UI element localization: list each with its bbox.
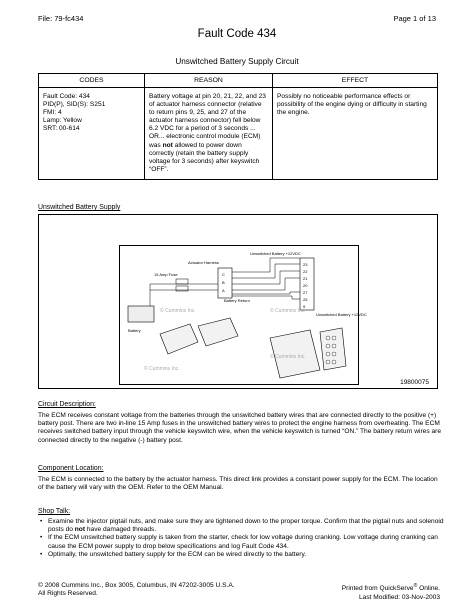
footer-left — [38, 582, 235, 599]
connector-letter-b: B — [222, 280, 225, 285]
list-item — [38, 518, 446, 534]
pin-25: 25 — [303, 297, 308, 302]
connector-illustration — [160, 318, 346, 378]
list-item — [38, 534, 446, 550]
codes-lamp: Lamp: Yellow — [43, 117, 82, 125]
fuse-1 — [176, 279, 188, 284]
unswitched-bottom-label: Unswitched Battery +12VDC — [316, 312, 367, 317]
pin-21: 21 — [303, 276, 308, 281]
battery-return-label: Battery Return — [224, 298, 250, 303]
shop-talk-item-2: If the ECM unswitched battery supply is taken from the starter, check for low voltage during cranking. Low voltage during cranking can cause the ECM power supply to drop below specifications and log Fault Code 434. — [48, 534, 438, 550]
page-label: Page 1 of 13 — [393, 14, 436, 23]
actuator-harness-label: Actuator Harness — [188, 260, 219, 265]
shop-talk-heading: Shop Talk: — [38, 508, 71, 515]
pin-27: 27 — [303, 290, 308, 295]
wiring-diagram — [119, 245, 367, 385]
battery-label: Battery — [128, 328, 141, 333]
shop-talk-item-1: Examine the injector pigtail nuts, and make sure they are tightened down to the proper torque. Confirm that the pigtail nuts and solenoid posts do — [48, 518, 444, 534]
figure-number: 19800075 — [400, 379, 429, 386]
last-modified: Last Modified: 03-Nov-2003 — [358, 593, 440, 601]
circuit-description-text: The ECM receives constant voltage from the batteries through the unswitched battery wires that are connected directly to the positive (+) battery post. There are two in-line 15 Amp fuses in the unswitched battery wires to protect the engine harness from overheating. The ECM receives switched battery input through the vehicle keyswitch wire, when the vehicle keyswitch is turned “ON.” The battery return wires are connected directly to the negative (-) battery post. — [38, 412, 442, 444]
printed-prefix: Printed from QuickServe — [341, 585, 414, 593]
battery-symbol — [128, 306, 154, 322]
footer-right — [342, 582, 440, 602]
printed-suffix: Online. — [417, 585, 440, 593]
watermark-1: © Cummins Inc. — [160, 308, 196, 314]
effect-cell: Possibly no noticeable performance effects or possibility of the engine dying or difficulty in starting the engine. — [273, 88, 438, 180]
reason-cell — [145, 88, 273, 180]
column-header-codes: CODES — [39, 74, 145, 88]
column-header-effect: EFFECT — [273, 74, 438, 88]
circuit-description-heading: Circuit Description: — [38, 401, 96, 408]
diagram-frame — [38, 214, 438, 389]
connector-letter-c: C — [222, 272, 225, 277]
page-header — [38, 14, 436, 23]
shop-talk-item-1-end: have damaged threads. — [85, 526, 157, 534]
pin-20: 20 — [303, 283, 308, 288]
rights-text: All Rights Reserved. — [38, 590, 98, 598]
fuse-label: 15 Amp Fuse — [154, 272, 178, 277]
connector-letter-a: A — [222, 288, 225, 293]
page-title: Fault Code 434 — [197, 28, 277, 40]
codes-fault-code: Fault Code: 434 — [43, 93, 90, 100]
reason-text-2: allowed to power down correctly (retain the battery supply voltage for 3 seconds) after keyswitch “OFF”. — [149, 141, 260, 173]
watermark-4: © Cummins Inc. — [270, 354, 306, 360]
column-header-reason: REASON — [145, 74, 273, 88]
printed-from — [342, 582, 440, 594]
pin-9: 9 — [303, 304, 306, 309]
codes-fmi: FMI: 4 — [43, 109, 62, 117]
watermark-3: © Cummins Inc. — [144, 366, 180, 372]
reason-text-1: Battery voltage at pin 20, 21, 22, and 23 of actuator harness connector (relative to return pins 9, 25, and 27 of the actuator harness connector) fell below 6.2 VDC for a period of 3 seconds ... OR... electronic control module (ECM) was — [149, 93, 266, 149]
pin-23: 23 — [303, 262, 308, 267]
component-location-text: The ECM is connected to the battery by the actuator harness. This direct link provides a constant power supply for the ECM. The location of the battery will vary with the OEM. Refer to the OEM Manual. — [38, 476, 438, 492]
table-header-row — [39, 74, 438, 88]
harness-connector — [218, 268, 232, 298]
shop-talk-list — [38, 518, 446, 559]
codes-srt: SRT: 00-614 — [43, 125, 80, 133]
diagram-heading: Unswitched Battery Supply — [38, 204, 121, 211]
wiring-diagram-svg — [120, 246, 367, 384]
unswitched-top-label: Unswitched Battery +12VDC — [250, 251, 301, 256]
shop-talk-item-3: Optimally, the unswitched battery supply for the ECM can be wired directly to the battery. — [48, 550, 307, 558]
copyright-text: © 2008 Cummins Inc., Box 3005, Columbus, IN 47202-3005 U.S.A. — [38, 582, 235, 589]
page-subtitle: Unswitched Battery Supply Circuit — [175, 57, 299, 66]
list-item — [38, 551, 446, 559]
pin-22: 22 — [303, 269, 308, 274]
component-location-heading: Component Location: — [38, 465, 104, 472]
shop-talk-item-1-bold: not — [74, 526, 86, 534]
registered-mark: ® — [413, 583, 418, 589]
fault-code-table — [38, 73, 438, 180]
codes-pid-sid: PID(P), SID(S): S251 — [43, 101, 106, 109]
table-row — [39, 88, 438, 180]
watermark-2: © Cummins Inc. — [270, 308, 306, 314]
reason-bold: not — [162, 141, 173, 149]
codes-cell — [39, 88, 145, 180]
file-label: File: 79-fc434 — [38, 14, 84, 23]
